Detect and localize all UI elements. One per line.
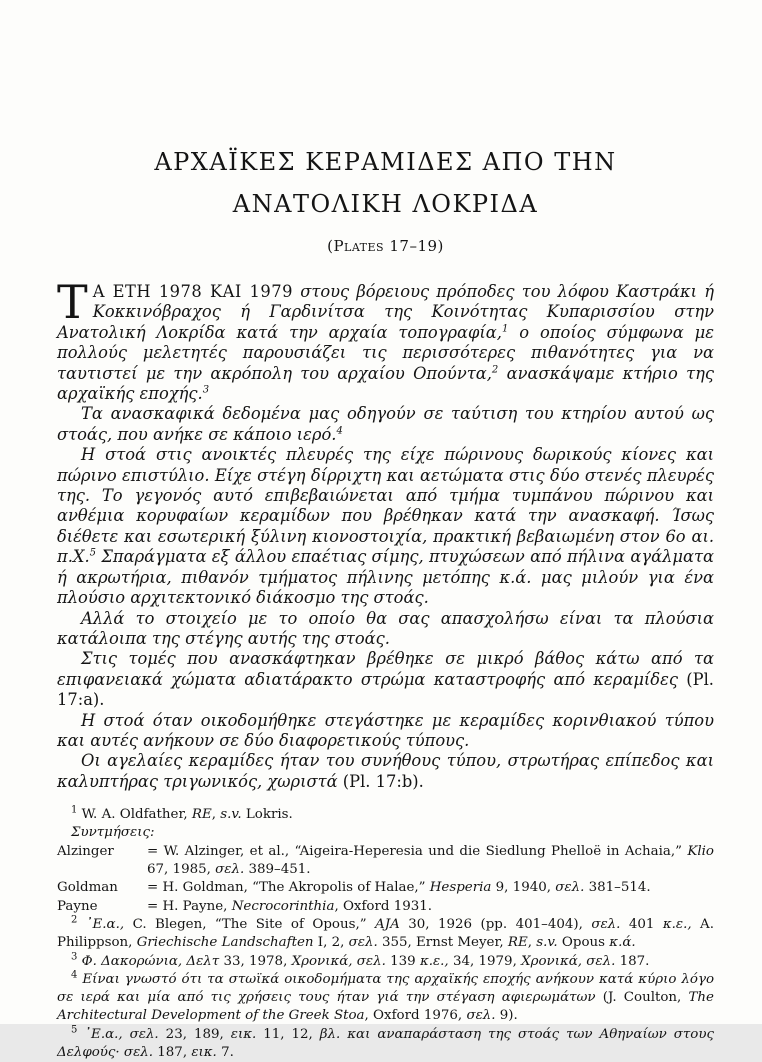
footnote-2: $^2$ ᾿Ε.α., C. Blegen, “The Site of Opous,” AJA 30, 1926 (pp. 401–404), σελ. 401 κ.ε., A. Philippson, Griechische Landschaften I, 2, σελ. 355, Ernst Meyer, RE, s.v. Opous κ.ά. xyxy=(57,914,714,951)
footnote-4: $^4$ Είναι γνωστό ότι τα στωϊκά οικοδομήματα της αρχαϊκής εποχής ανήκουν κατά κύριο λόγο σε ιερά και μία από τις χρήσεις τους ήταν γιά την στέγαση αφιερωμάτων (J. Coulton, The Architectural Development of the Greek Stoa, Oxford 1976, σελ. 9). xyxy=(57,969,715,1024)
footnote-5: $^5$ ᾿Ε.α., σελ. 23, 189, εικ. 11, 12, βλ. και αναπαράσταση της στοάς των Αθηναίων στους Δελφούς· σελ. 187, εικ. 7. xyxy=(57,1024,715,1061)
abbreviation-definition: = H. Payne, Necrocorinthia, Oxford 1931. xyxy=(147,898,433,914)
abbreviation-name: Alzinger xyxy=(57,843,114,859)
article-body xyxy=(57,275,714,792)
abbreviation-row xyxy=(57,898,714,916)
footnotes-section xyxy=(57,806,714,1062)
footnote-1: $^1$ W. A. Oldfather, RE, s.v. Lokris. xyxy=(71,804,293,823)
article-paragraph: Η στοά στις ανοικτές πλευρές της είχε πώρινους δωρικούς κίονες και πώρινο επιστύλιο. Είχε στέγη δίρριχτη και αετώματα στις δύο στενές πλευρές της. Το γεγονός αυτό επιβεβαιώνεται από τμήμα τυμπάνου πώρινου και ανθέμια κορυφαίων κεραμίδων που βρέθηκαν κατά την ανασκαφή. Ίσως διέθετε και εσωτερική ξύλινη κιονοστοιχία, πρακτική βεβαιωμένη στον 6ο αι. π.Χ.$^5$ Σπαράγματα εξ άλλου επαέτιας σίμης, πτυχώσεων από πήλινα αγάλματα ή ακρωτήρια, πιθανόν τμήματος πήλινης μετόπης κ.ά. μας μιλούν για ένα πλούσιο αρχιτεκτονικό διάκοσμο της στοάς. xyxy=(57,445,714,608)
abbreviation-name: Goldman xyxy=(57,880,118,896)
article-paragraph: Η στοά όταν οικοδομήθηκε στεγάστηκε με κεραμίδες κορινθιακού τύπου και αυτές ανήκουν σε δύο διαφορετικούς τύπους. xyxy=(57,710,714,750)
abbreviation-name: Payne xyxy=(57,898,98,914)
abbreviation-row xyxy=(57,843,714,880)
abbreviation-definition: = H. Goldman, “The Akropolis of Halae,” Hesperia 9, 1940, σελ. 381–514. xyxy=(147,880,651,896)
article-paragraph: Οι αγελαίες κεραμίδες ήταν του συνήθους τύπου, στρωτήρας επίπεδος και καλυπτήρας τριγωνικός, χωριστά (Pl. 17:b). xyxy=(57,751,714,791)
opening-paragraph-text: στους βόρειους πρόποδες του λόφου Καστράκι ή Κοκκινόβραχος ή Γαρδινίτσα της Κοινότητας Κυπαρισσίου στην Ανατολική Λοκρίδα κατά την αρχαία τοπογραφία,$^1$ ο οποίος σύμφωνα με πολλούς μελετητές παρουσιάζει τις περισσότερες πιθανότητες για να ταυτιστεί με την ακρόπολη του αρχαίου Οπούντα,$^2$ ανασκάψαμε κτήριο της αρχαϊκής εποχής.$^3$ xyxy=(57,282,714,404)
abbreviations-heading: Συντμήσεις: xyxy=(71,825,155,841)
drop-cap: Τ xyxy=(57,275,88,329)
article-paragraph: Στις τομές που ανασκάφτηκαν βρέθηκε σε μικρό βάθος κάτω από τα επιφανειακά χώματα αδιατάρακτο στρώμα καταστροφής από κεραμίδες (Pl. 17:a). xyxy=(57,649,714,710)
footnote-3: $^3$ Φ. Δακορώνια, Δελτ 33, 1978, Χρονικά, σελ. 139 κ.ε., 34, 1979, Χρονικά, σελ. 187. xyxy=(71,951,650,969)
page-title-line2: ΑΝΑΤΟΛΙΚΗ ΛΟΚΡΙΔΑ xyxy=(232,190,539,218)
plates-note: (Plates 17–19) xyxy=(327,237,444,255)
page-title-line1: ΑΡΧΑΪΚΕΣ ΚΕΡΑΜΙΔΕΣ ΑΠΟ ΤΗΝ xyxy=(154,148,617,176)
abbreviation-row xyxy=(57,879,714,897)
opening-paragraph xyxy=(57,275,714,404)
opening-lead-caps: Α ΕΤΗ 1978 ΚΑΙ 1979 xyxy=(92,282,293,301)
article-paragraph: Τα ανασκαφικά δεδομένα μας οδηγούν σε ταύτιση του κτηρίου αυτού ως στοάς, που ανήκε σε κάποιο ιερό.$^4$ xyxy=(57,404,714,444)
article-paragraph: Αλλά το στοιχείο με το οποίο θα σας απασχολήσω είναι τα πλούσια κατάλοιπα της στέγης αυτής της στοάς. xyxy=(57,608,714,648)
abbreviation-definition: = W. Alzinger, et al., “Aigeira-Heperesia und die Siedlung Phelloë in Achaia,” Klio 67, 1985, σελ. 389–451. xyxy=(147,843,714,878)
